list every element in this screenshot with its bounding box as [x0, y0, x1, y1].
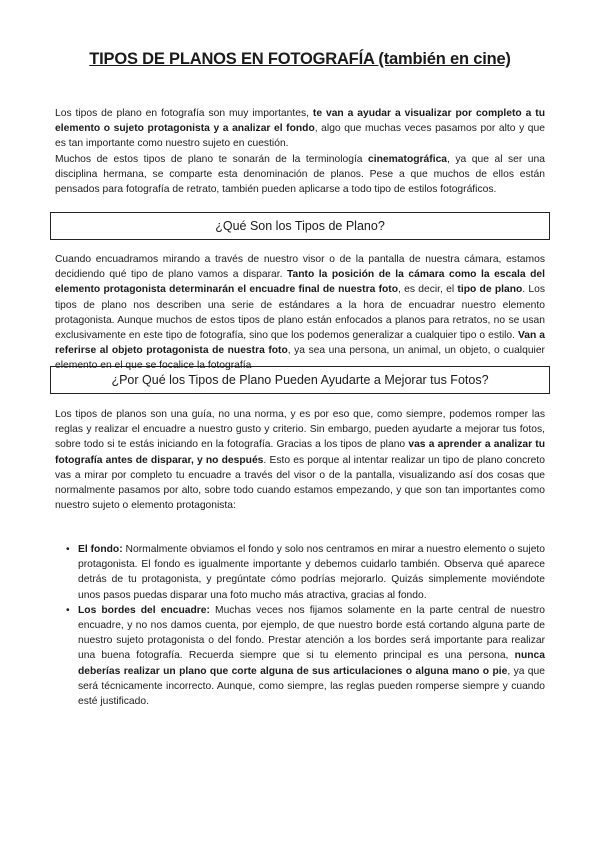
s2-text-a: Los tipos de planos son una guía, no una norma, y es por eso que, como siempre, podemos romper las reglas y realizar el encuadre a nuestro gusto y criterio. Sin embargo, pueden ayudarte a mejorar tus fotos, sobre todo si te estás iniciando en la fotografía. Gracias a los tipos de plano	[55, 409, 545, 451]
list-item	[62, 542, 545, 603]
section1-paragraph	[55, 252, 545, 374]
list-item	[62, 603, 545, 709]
section1-heading: ¿Qué Son los Tipos de Plano?	[50, 212, 550, 240]
intro-bold-e: cinematográfica	[368, 153, 448, 165]
s1-text-e: . Los tipos de plano nos describen una serie de estándares a la hora de encuadrar nuestro elemento protagonista. Aunque muchos de estos tipos de plano están enfocados a planos para retratos, no se usan exclusivamente en este tipo de fotografía, sino que los podemos generalizar a cualquier tipo o estilo.	[55, 284, 545, 342]
page-title: TIPOS DE PLANOS EN FOTOGRAFÍA (también en cine)	[89, 50, 511, 68]
bullet-bold-b: nunca deberías realizar un plano que corte alguna de sus articulaciones o alguna mano o pie	[78, 650, 545, 677]
bullet-label: El fondo:	[78, 544, 123, 555]
bullet-text-a: Muchas veces nos fijamos solamente en la parte central de nuestro encuadre, y no nos damos cuenta, por ejemplo, de que nuestro borde está cortando alguna parte de nuestro sujeto protagonista o del fondo. Prestar atención a los bordes será importante para realizar una buena fotografía. Recuerda siempre que si tu elemento principal es una persona,	[78, 604, 545, 662]
s2-text-c: . Esto es porque al intentar realizar un tipo de plano concreto vas a mirar por completo tu encuadre a través del visor o de la pantalla, visualizando así dos cosas que normalmente pasamos por alto, sobre todo cuando estamos empezando, y que son tan importantes como nuestro sujeto o elemento protagonista:	[55, 454, 545, 512]
bullet-text-a: Normalmente obviamos el fondo y solo nos centramos en mirar a nuestro elemento o sujeto protagonista. El fondo es igualmente importante y debemos cuidarlo también. Observa qué aparece detrás de tu protagonista, y pregúntate cómo podrías mejorarlo. Quizás simplemente moviéndote unos pasos puedas disparar una foto mucho más atractiva, gracias al fondo.	[78, 544, 546, 601]
bullet-text-c: , ya que será técnicamente incorrecto. Aunque, como siempre, las reglas pueden romperse siempre y cuando esté justificado.	[78, 665, 545, 708]
intro-paragraph	[55, 106, 545, 197]
s1-bold-f: Van a referirse al objeto protagonista de nuestra foto	[55, 330, 545, 357]
section2-paragraph	[55, 407, 545, 513]
bullet-label: Los bordes del encuadre:	[78, 604, 210, 616]
intro-text-f: , ya que al ser una disciplina hermana, se comparte esta denominación de planos. Pese a que muchos de ellos están pensados para fotografía de retrato, también pueden aplicarse a todo tipo de estilos fotográficos.	[55, 153, 545, 196]
s1-bold-d: tipo de plano	[457, 284, 523, 296]
s1-text-c: , es decir, el	[398, 284, 458, 296]
intro-bold-b: te van a ayudar a visualizar por completo a tu elemento o sujeto protagonista y a analizar el fondo	[55, 108, 545, 135]
s1-text-g: , ya sea una persona, un animal, un objeto, o cualquier elemento en el que se focalice la fotografía	[55, 345, 545, 372]
section2-heading: ¿Por Qué los Tipos de Plano Pueden Ayudarte a Mejorar tus Fotos?	[50, 366, 550, 394]
intro-text-a: Los tipos de plano en fotografía son muy importantes,	[55, 108, 313, 119]
s1-bold-b: Tanto la posición de la cámara como la escala del elemento protagonista determinarán el encuadre final de nuestra foto	[55, 269, 545, 296]
s2-bold-b: vas a aprender a analizar tu fotografía antes de disparar, y no después	[55, 439, 545, 466]
section2-bullet-list	[62, 542, 545, 709]
intro-text-c: , algo que muchas veces pasamos por alto y que es tan importante como nuestro sujeto en cuestión.	[55, 123, 545, 150]
s1-text-a: Cuando encuadramos mirando a través de nuestro visor o de la pantalla de nuestra cámara, estamos decidiendo qué tipo de plano vamos a disparar.	[55, 254, 545, 281]
intro-text-d: Muchos de estos tipos de plano te sonarán de la terminología	[55, 153, 369, 165]
